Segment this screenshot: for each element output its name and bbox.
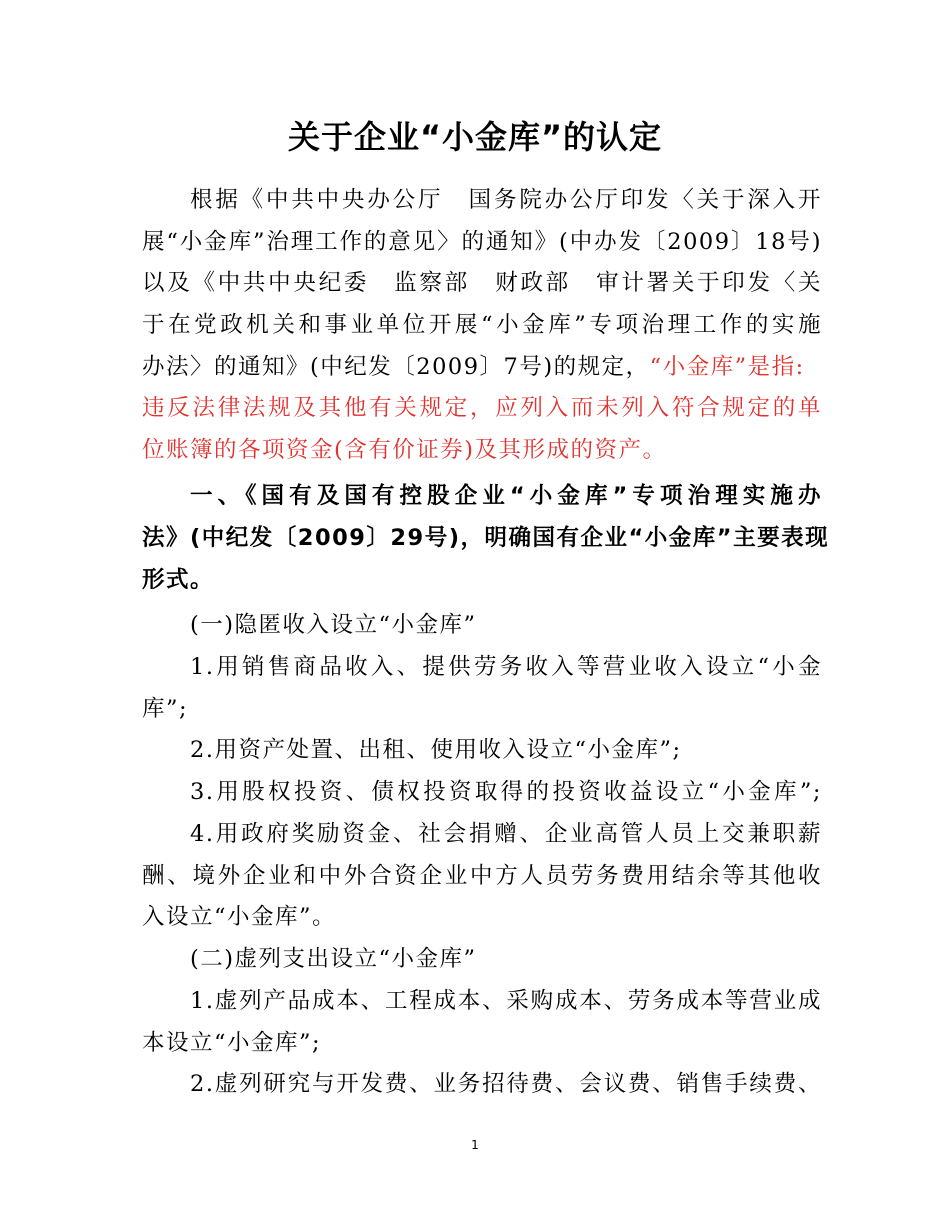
section-heading-line: 法》(中纪发〔2009〕29号)，明确国有企业“小金库”主要表现 [142,525,830,551]
list-item-line: 1.虚列产品成本、工程成本、采购成本、劳务成本等营业成 [190,988,822,1014]
list-item-line: 2.用资产处置、出租、使用收入设立“小金库”; [190,737,682,763]
section-heading-line: 一、《国有及国有控股企业“小金库”专项治理实施办 [190,483,822,509]
paragraph-line: 于在党政机关和事业单位开展“小金库”专项治理工作的实施 [142,312,822,338]
document-title: 关于企业“小金库”的认定 [287,118,663,156]
page-number: 1 [471,1138,479,1152]
paragraph-line: 以及《中共中央纪委 监察部 财政部 审计署关于印发〈关 [142,270,822,296]
paragraph-text: 办法〉的通知》(中纪发〔2009〕7号)的规定， [142,354,650,380]
list-item-line: 入设立“小金库”。 [142,904,337,930]
subsection-heading: (二)虚列支出设立“小金库” [190,946,477,972]
definition-line: 位账簿的各项资金(含有价证券)及其形成的资产。 [142,437,667,463]
definition-line: 违反法律法规及其他有关规定，应列入而未列入符合规定的单 [142,395,822,421]
definition-highlight: “小金库”是指: [649,354,805,380]
paragraph-line [142,347,822,387]
subsection-heading: (一)隐匿收入设立“小金库” [190,612,477,638]
list-item-line: 酬、境外企业和中外合资企业中方人员劳务费用结余等其他收 [142,863,822,889]
list-item-line: 4.用政府奖励资金、社会捐赠、企业高管人员上交兼职薪 [190,821,822,847]
list-item-line: 库”; [142,696,189,722]
section-heading-line: 形式。 [142,567,215,593]
paragraph-line: 展“小金库”治理工作的意见〉的通知》(中办发〔2009〕18号) [142,229,822,255]
list-item-line: 3.用股权投资、债权投资取得的投资收益设立“小金库”; [190,779,822,805]
list-item-line: 2.虚列研究与开发费、业务招待费、会议费、销售手续费、 [190,1071,822,1097]
list-item-line: 本设立“小金库”; [142,1030,322,1056]
paragraph-line: 根据《中共中央办公厅 国务院办公厅印发〈关于深入开 [190,187,822,213]
list-item-line: 1.用销售商品收入、提供劳务收入等营业收入设立“小金 [190,654,822,680]
